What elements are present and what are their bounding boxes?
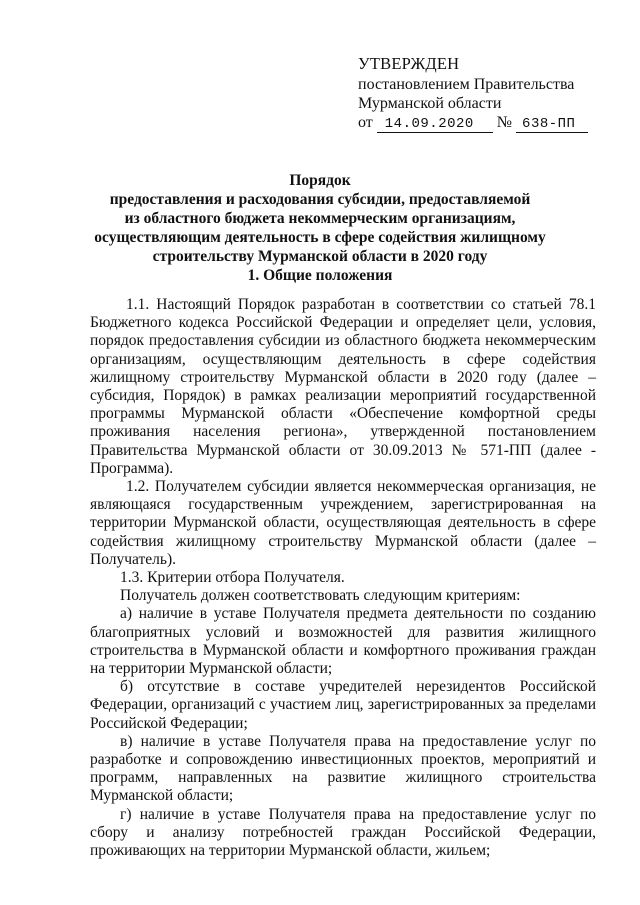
approval-date: 14.09.2020	[377, 117, 493, 133]
paragraph-criterion-v: в) наличие в уставе Получателя права на предоставление услуг по разработке и сопровождению инвестиционных проектов, мероприятий и программ, направленных на развитие жилищного строительства Мурманской области;	[90, 732, 596, 805]
paragraph-1-3: 1.3. Критерии отбора Получателя.	[120, 569, 345, 587]
number-prefix: №	[496, 114, 513, 131]
approval-line-1: постановлением Правительства	[358, 76, 575, 93]
approval-number: 638-ПП	[516, 117, 588, 133]
section-heading: 1. Общие положения	[247, 267, 393, 284]
paragraph-criterion-a: а) наличие в уставе Получателя предмета деятельности по созданию благоприятных условий и возможностей для развития жилищного строительства в Мурманской области и комфортного проживания граждан на территории Мурманской области;	[90, 605, 596, 678]
document-body	[90, 296, 596, 860]
paragraph-criteria-intro: Получатель должен соответствовать следующим критериям:	[120, 587, 521, 605]
approval-stamp	[358, 54, 618, 133]
title-line-3: из областного бюджета некоммерческим организациям,	[124, 210, 516, 227]
paragraph-criterion-b: б) отсутствие в составе учредителей нерезидентов Российской Федерации, организаций с участием лиц, зарегистрированных за пределами Российской Федерации;	[90, 678, 596, 732]
title-line-1: Порядок	[289, 172, 351, 189]
title-line-4: осуществляющим деятельность в сфере содействия жилищному	[94, 229, 546, 246]
approval-line-2: Мурманской области	[358, 95, 502, 112]
paragraph-criterion-g: г) наличие в уставе Получателя права на предоставление услуг по сбору и анализу потребностей граждан Российской Федерации, проживающих на территории Мурманской области, жильем;	[90, 805, 596, 860]
title-line-5: строительству Мурманской области в 2020 году	[152, 248, 488, 265]
document-title	[80, 171, 560, 266]
paragraph-1-1: 1.1. Настоящий Порядок разработан в соответствии со статьей 78.1 Бюджетного кодекса Российской Федерации и определяет цели, условия, порядок предоставления субсидии из областного бюджета некоммерческим организациям, осуществляющим деятельность в сфере содействия жилищному строительству Мурманской области в 2020 году (далее – субсидия, Порядок) в рамках реализации мероприятий государственной программы Мурманской области «Обеспечение комфортной среды проживания населения региона», утвержденной постановлением Правительства Мурманской области от 30.09.2013 № 571-ПП (далее - Программа).	[90, 296, 596, 477]
approval-heading: УТВЕРЖДЕН	[358, 54, 460, 73]
date-prefix: от	[358, 114, 373, 131]
approval-date-line	[358, 113, 618, 133]
paragraph-1-2: 1.2. Получателем субсидии является некоммерческая организация, не являющаяся государственным учреждением, зарегистрированная на территории Мурманской области, осуществляющая деятельность в сфере содействия жилищному строительству Мурманской области (далее – Получатель).	[90, 478, 596, 568]
title-line-2: предоставления и расходования субсидии, предоставляемой	[109, 191, 531, 208]
